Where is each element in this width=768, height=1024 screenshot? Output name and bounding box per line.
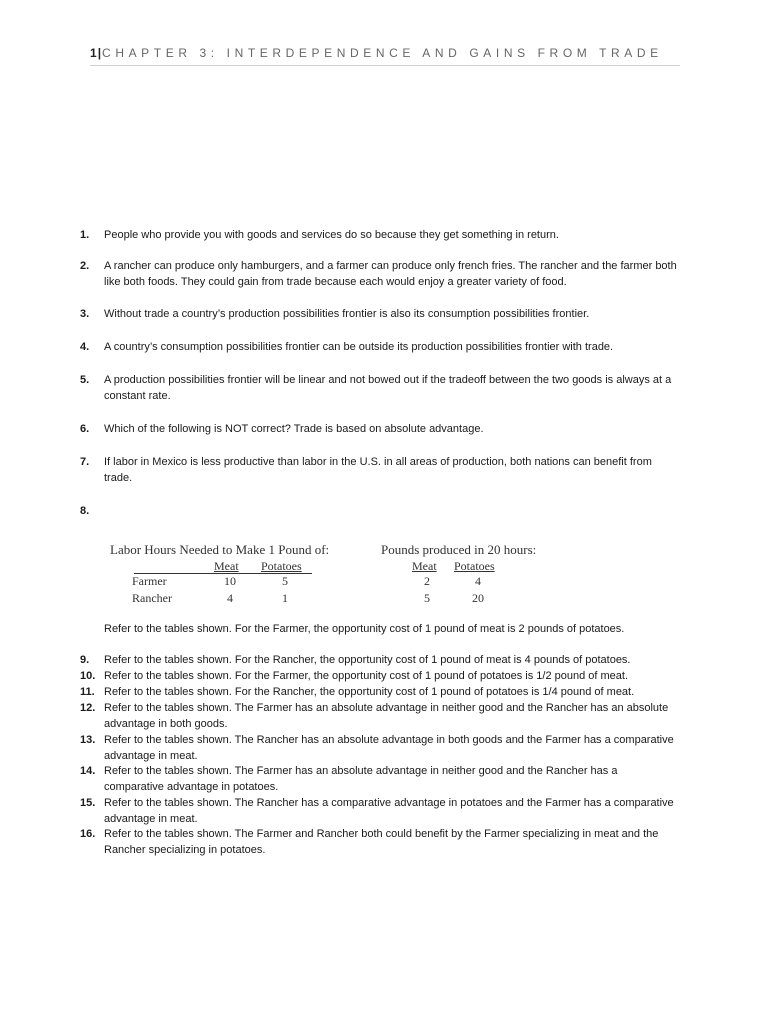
question-number: 11. [80,686,95,698]
output-col-potatoes: Potatoes [454,559,495,573]
question-3 [80,307,680,323]
question-text: Refer to the tables shown. The Rancher has an absolute advantage in both goods and the Farmer has a comparative advantage in meat. [104,734,674,762]
output-rancher-potatoes: 20 [472,591,484,605]
row-label-rancher: Rancher [132,591,172,605]
question-9 [80,653,680,669]
question-text: Refer to the tables shown. For the Rancher, the opportunity cost of 1 pound of meat is 4 pounds of potatoes. [104,654,631,666]
question-text: If labor in Mexico is less productive than labor in the U.S. in all areas of production, both nations can benefit from trade. [104,456,652,484]
question-16 [80,827,680,858]
question-text: Refer to the tables shown. The Farmer and Rancher both could benefit by the Farmer specializing in meat and the Rancher specializing in potatoes. [104,828,659,856]
question-text: Refer to the tables shown. The Farmer has an absolute advantage in neither good and the Rancher has a comparative advantage in potatoes. [104,765,618,793]
question-8-text: Refer to the tables shown. For the Farmer, the opportunity cost of 1 pound of meat is 2 pounds of potatoes. [104,623,625,635]
question-text: Refer to the tables shown. For the Rancher, the opportunity cost of 1 pound of potatoes is 1/4 pound of meat. [104,686,635,698]
question-text: A rancher can produce only hamburgers, and a farmer can produce only french fries. The rancher and the farmer both like both foods. They could gain from trade because each would enjoy a greater variety of food. [104,260,677,288]
question-number: 6. [80,423,90,435]
header-separator: | [97,46,102,60]
question-15 [80,796,680,827]
question-4 [80,340,680,356]
question-number: 9. [80,654,90,666]
question-number: 12. [80,702,96,714]
question-text: Refer to the tables shown. The Rancher has a comparative advantage in potatoes and the Farmer has a comparative advantage in meat. [104,797,674,825]
question-text: Which of the following is NOT correct? Trade is based on absolute advantage. [104,423,484,435]
question-text: Refer to the tables shown. For the Farmer, the opportunity cost of 1 pound of potatoes is 1/2 pound of meat. [104,670,629,682]
output-table-title: Pounds produced in 20 hours: [381,542,537,557]
page-number: 1 [90,46,98,60]
labor-farmer-meat: 10 [224,574,236,588]
question-number: 15. [80,797,96,809]
question-7 [80,455,680,486]
question-number: 10. [80,670,96,682]
question-number: 2. [80,260,90,272]
question-text: Without trade a country’s production possibilities frontier is also its consumption possibilities frontier. [104,308,590,320]
output-col-meat: Meat [412,559,437,573]
output-farmer-potatoes: 4 [475,574,481,588]
question-number: 5. [80,374,90,386]
question-text: A country’s consumption possibilities frontier can be outside its production possibilities frontier with trade. [104,341,614,353]
question-number: 3. [80,308,90,320]
question-1 [80,228,680,244]
question-2 [80,259,680,290]
labor-rancher-meat: 4 [227,591,233,605]
question-5 [80,373,680,404]
question-number: 14. [80,765,96,777]
question-12 [80,701,680,732]
page-header [90,46,680,66]
output-rancher-meat: 5 [424,591,430,605]
question-text: People who provide you with goods and services do so because they get something in return. [104,229,559,241]
question-14 [80,764,680,795]
labor-rancher-potatoes: 1 [282,591,288,605]
question-number: 4. [80,341,90,353]
question-number: 13. [80,734,96,746]
question-10 [80,669,680,685]
row-label-farmer: Farmer [132,574,167,588]
labor-farmer-potatoes: 5 [282,574,288,588]
question-6 [80,422,680,438]
question-text: Refer to the tables shown. The Farmer has an absolute advantage in neither good and the Rancher has an absolute advantage in both goods. [104,702,669,730]
question-11 [80,685,680,701]
chapter-title: CHAPTER 3: INTERDEPENDENCE AND GAINS FROM TRADE [102,46,663,60]
question-number: 16. [80,828,96,840]
question-number: 8. [80,505,90,517]
labor-table-title: Labor Hours Needed to Make 1 Pound of: [110,542,330,557]
data-tables [110,542,570,610]
output-farmer-meat: 2 [424,574,430,588]
question-13 [80,733,680,764]
question-number: 1. [80,229,90,241]
labor-col-potatoes: Potatoes [261,559,302,573]
question-text: A production possibilities frontier will be linear and not bowed out if the tradeoff between the two goods is always at a constant rate. [104,374,672,402]
labor-col-meat: Meat [214,559,239,573]
question-number: 7. [80,456,90,468]
